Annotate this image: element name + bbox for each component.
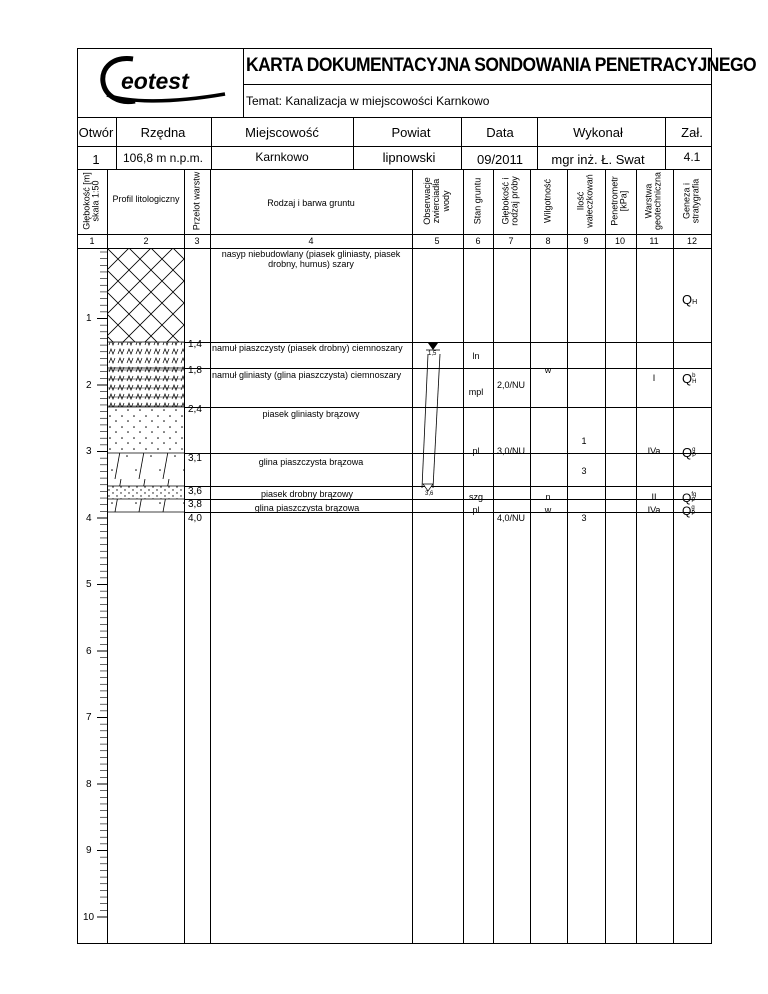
info-col-line (665, 117, 666, 169)
colnum: 7 (508, 236, 514, 246)
genesis-symbol: Q (682, 292, 693, 307)
colhead-soil-type: Rodzaj i barwa gruntu (267, 198, 355, 208)
colhead-geotech-layer: Warstwa geotechniczna (643, 171, 663, 230)
col-line (567, 169, 568, 944)
soil-state: pl (472, 446, 480, 456)
colhead-depth: Głębokość [m] skala 1:50 (81, 172, 101, 230)
value-data: 09/2011 (476, 152, 524, 167)
depth-label: 1 (86, 313, 92, 324)
col-line (673, 169, 674, 944)
depth-label: 6 (86, 646, 92, 657)
value-miejscowosc: Karnkowo (255, 150, 309, 164)
depth-label: 10 (83, 912, 95, 923)
genesis-subscript: P (691, 497, 696, 504)
roll-count: 3 (581, 466, 587, 476)
page-title: KARTA DOKUMENTACYJNA SONDOWANIA PENETRACYJNEGO (246, 55, 757, 76)
genesis-symbol: Q (682, 371, 693, 386)
moisture: w (544, 365, 552, 375)
genesis-stratigraphy (682, 370, 696, 388)
genesis-subscript: H (692, 299, 698, 306)
svg-text:eotest: eotest (121, 68, 189, 94)
label-rzedna: Rzędna (140, 125, 186, 140)
depth-label: 3 (86, 446, 92, 457)
genesis-symbol: Q (682, 504, 692, 518)
layer-depth: 3,6 (188, 486, 202, 497)
genesis-symbol: Q (682, 445, 693, 460)
soil-state: ln (472, 351, 480, 361)
moisture: n (545, 492, 551, 502)
sample: 2,0/NU (496, 380, 526, 390)
genesis-superscript: g (691, 504, 695, 511)
genesis-subscript: P (692, 452, 697, 459)
genesis-subscript: H (692, 378, 697, 385)
water-observation (412, 336, 463, 496)
genesis-stratigraphy (682, 502, 695, 520)
label-powiat: Powiat (391, 125, 431, 140)
info-col-line (211, 117, 212, 169)
colhead-rolls: Ilość wałeczkowań (575, 174, 595, 228)
layer-depth: 2,4 (188, 404, 202, 415)
colnum: 6 (475, 236, 481, 246)
col-line (412, 169, 413, 944)
layer-depth: 3,8 (188, 499, 202, 510)
genesis-superscript: b (692, 372, 696, 379)
depth-scale (77, 248, 108, 944)
value-rzedna: 106,8 m n.p.m. (122, 151, 204, 165)
roll-count: 1 (581, 436, 587, 446)
colnum: 1 (89, 236, 95, 246)
value-otwor: 1 (92, 152, 100, 167)
depth-label: 9 (86, 845, 92, 856)
label-otwor: Otwór (78, 125, 114, 140)
col-line (636, 169, 637, 944)
lithology-profile (107, 248, 184, 520)
geotech-layer: I (652, 373, 656, 383)
geotech-layer: IVa (647, 505, 661, 515)
colhead-sample: Głębokość i rodzaj próby (500, 176, 520, 226)
soil-state: mpl (468, 387, 484, 397)
soil-state: szg (468, 492, 484, 502)
colnum: 4 (308, 236, 314, 246)
soil-description: namuł gliniasty (glina piaszczysta) ciemnoszary (212, 370, 402, 380)
depth-label: 5 (86, 579, 92, 590)
label-data: Data (486, 125, 514, 140)
col-line (493, 169, 494, 944)
soil-description: nasyp niebudowlany (piasek gliniasty, piasek drobny, humus) szary (221, 249, 401, 269)
water-level-label: 1,5 (428, 351, 437, 357)
info-col-line (461, 117, 462, 169)
genesis-symbol: Q (682, 491, 692, 505)
value-powiat: lipnowski (382, 150, 436, 165)
colhead-state: Stan gruntu (472, 177, 483, 225)
col-line (463, 169, 464, 944)
geotech-layer: IVa (647, 446, 661, 456)
label-miejscowosc: Miejscowość (245, 125, 319, 140)
genesis-subscript: P (691, 510, 696, 517)
col-line (530, 169, 531, 944)
colhead-thickness: Przelot warstw (191, 171, 202, 231)
sample: 4,0/NU (496, 513, 526, 523)
layer-depth: 1,4 (188, 339, 202, 350)
header-rule (243, 84, 712, 85)
col-line (210, 169, 211, 944)
info-col-line (116, 117, 117, 169)
soil-description: piasek gliniasty brązowy (262, 409, 360, 419)
colhead-genesis: Geneza i stratygrafia (681, 178, 701, 224)
genesis-stratigraphy (682, 291, 697, 309)
soil-description: glina piaszczysta brązowa (258, 457, 364, 467)
info-mid-rule (77, 146, 712, 147)
colhead-rule (77, 234, 712, 235)
colnum: 11 (649, 236, 659, 246)
col-line (605, 169, 606, 944)
depth-label: 2 (86, 380, 92, 391)
info-col-line (537, 117, 538, 169)
soil-state: pl (472, 505, 480, 515)
info-top-rule (77, 117, 712, 118)
info-col-line (353, 117, 354, 169)
colnum: 3 (194, 236, 200, 246)
colhead-penetrometer: Penetrometr [kPa] (609, 176, 629, 226)
moisture: w (544, 505, 552, 515)
colnum: 5 (434, 236, 440, 246)
colnum: 9 (583, 236, 589, 246)
layer-depth: 3,1 (188, 453, 202, 464)
layer-boundary (184, 499, 712, 500)
depth-label: 7 (86, 712, 92, 723)
genesis-superscript: g (692, 446, 696, 453)
label-zal: Zał. (681, 125, 703, 140)
header-divider (243, 48, 244, 118)
colnum: 8 (545, 236, 551, 246)
info-bottom-rule (77, 169, 712, 170)
genesis-superscript: fg (691, 491, 697, 498)
geotest-logo (97, 52, 233, 108)
roll-count: 3 (581, 513, 587, 523)
geotech-layer: II (651, 492, 657, 502)
colnum: 10 (614, 236, 626, 246)
subject-line: Temat: Kanalizacja w miejscowości Karnkowo (246, 94, 490, 108)
label-wykonal: Wykonał (573, 125, 623, 140)
genesis-stratigraphy (682, 444, 696, 462)
colnum: 12 (686, 236, 698, 246)
col-line (184, 169, 185, 944)
value-zal: 4.1 (683, 150, 701, 164)
depth-label: 4 (86, 513, 92, 524)
colnum: 2 (143, 236, 149, 246)
layer-depth: 4,0 (188, 513, 202, 524)
value-wykonal: mgr inż. Ł. Swat (551, 152, 645, 167)
soil-description: namuł piaszczysty (piasek drobny) ciemnoszary (212, 343, 403, 353)
water-level-label: 3,6 (425, 491, 434, 497)
soil-description: piasek drobny brązowy (260, 489, 354, 499)
sample: 3,0/NU (496, 446, 526, 456)
depth-label: 8 (86, 779, 92, 790)
layer-depth: 1,8 (188, 365, 202, 376)
colhead-water: Obserwacje zwierciadła wody (421, 177, 451, 225)
colhead-moisture: Wilgotność (542, 178, 553, 224)
colhead-profile: Profil litologiczny (112, 194, 180, 204)
soil-description: glina piaszczysta brązowa (254, 503, 360, 513)
